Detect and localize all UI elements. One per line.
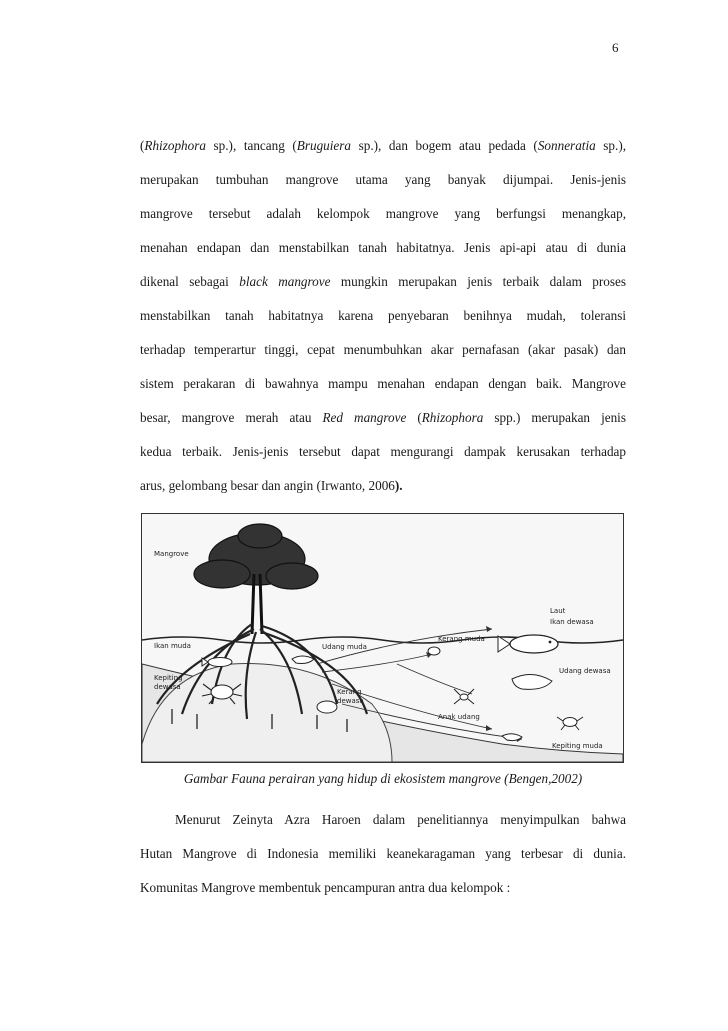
italic-term: black mangrove <box>239 274 331 289</box>
figure-caption: Gambar Fauna perairan yang hidup di ekosistem mangrove (Bengen,2002) <box>183 771 583 786</box>
small-shrimp-icon <box>502 734 522 741</box>
label-udang-dewasa: Udang dewasa <box>559 667 611 675</box>
text-line <box>140 231 626 265</box>
label-ikan-dewasa: Ikan dewasa <box>550 618 594 626</box>
young-fish-icon <box>202 658 232 667</box>
text-line: Hutan Mangrove di Indonesia memiliki keanekaragaman yang terbesar di dunia. <box>140 846 626 861</box>
label-kepiting-muda: Kepiting muda <box>552 742 603 750</box>
young-shrimp-icon <box>292 656 314 664</box>
adult-clam-icon <box>317 701 337 713</box>
label-kerang-dewasa-line2: dewasa <box>337 697 364 705</box>
text-run: dikenal sebagai <box>140 274 240 289</box>
label-laut: Laut <box>550 607 566 615</box>
text-line: Menurut Zeinyta Azra Haroen dalam penelitiannya menyimpulkan bahwa <box>175 812 626 827</box>
label-udang-muda: Udang muda <box>322 643 367 651</box>
text-run: spp.) merupakan jenis <box>483 410 626 425</box>
text-run: terhadap temperartur tinggi, cepat menumbuhkan akar pernafasan (akar pasak) dan <box>140 342 626 357</box>
text-run: sp.), <box>595 138 627 153</box>
text-line <box>140 333 626 367</box>
label-kerang-muda: Kerang muda <box>438 635 485 643</box>
adult-shrimp-icon <box>512 674 552 689</box>
mangrove-ecosystem-illustration <box>142 514 623 762</box>
text-line <box>140 265 626 299</box>
text-line <box>140 367 626 401</box>
label-ikan-muda: Ikan muda <box>154 642 191 650</box>
label-kepiting-dewasa-line2: dewasa <box>154 683 181 691</box>
text-line <box>140 469 626 503</box>
young-clam-icon <box>428 647 440 655</box>
paragraph-1 <box>140 129 626 503</box>
text-run: sp.), dan bogem atau pedada ( <box>351 138 538 153</box>
label-anak-udang: Anak udang <box>438 713 480 721</box>
italic-term: Bruguiera <box>296 138 352 153</box>
italic-term: Rhizophora <box>421 410 484 425</box>
text-run: ( <box>406 410 422 425</box>
italic-term: Sonneratia <box>537 138 596 153</box>
text-run: sp.), tancang ( <box>205 138 297 153</box>
label-mangrove: Mangrove <box>154 550 189 558</box>
text-run: mungkin merupakan jenis terbaik dalam proses <box>330 274 627 289</box>
text-line <box>140 299 626 333</box>
page-number: 6 <box>612 40 619 55</box>
text-run: ( <box>140 138 145 153</box>
young-crab-icon <box>557 717 583 730</box>
italic-term: Red mangrove <box>322 410 407 425</box>
text-run: arus, gelombang besar dan angin (Irwanto, 2006 <box>140 478 395 493</box>
paragraph-2 <box>140 803 626 905</box>
text-run: merupakan tumbuhan mangrove utama yang banyak dijumpai. Jenis-jenis <box>140 172 626 187</box>
text-line <box>140 401 626 435</box>
text-run: kedua terbaik. Jenis-jenis tersebut dapat mengurangi dampak kerusakan terhadap <box>140 444 626 459</box>
text-run: menstabilkan tanah habitatnya karena penyebaran benihnya mudah, toleransi <box>140 308 626 323</box>
text-line <box>140 163 626 197</box>
italic-term: Rhizophora <box>144 138 206 153</box>
text-line <box>140 129 626 163</box>
text-run: besar, mangrove merah atau <box>140 410 323 425</box>
text-run: menahan endapan dan menstabilkan tanah habitatnya. Jenis api-api atau di dunia <box>140 240 626 255</box>
text-run: mangrove tersebut adalah kelompok mangrove yang berfungsi menangkap, <box>140 206 626 221</box>
text-run: sistem perakaran di bawahnya mampu menahan endapan dengan baik. Mangrove <box>140 376 626 391</box>
label-kepiting-dewasa-line1: Kepiting <box>154 674 183 682</box>
text-line <box>140 197 626 231</box>
figure <box>141 513 624 763</box>
text-line: Komunitas Mangrove membentuk pencampuran antra dua kelompok : <box>140 880 511 895</box>
label-kerang-dewasa-line1: Kerang <box>337 688 362 696</box>
text-line <box>140 435 626 469</box>
bold-text: ). <box>394 478 403 493</box>
